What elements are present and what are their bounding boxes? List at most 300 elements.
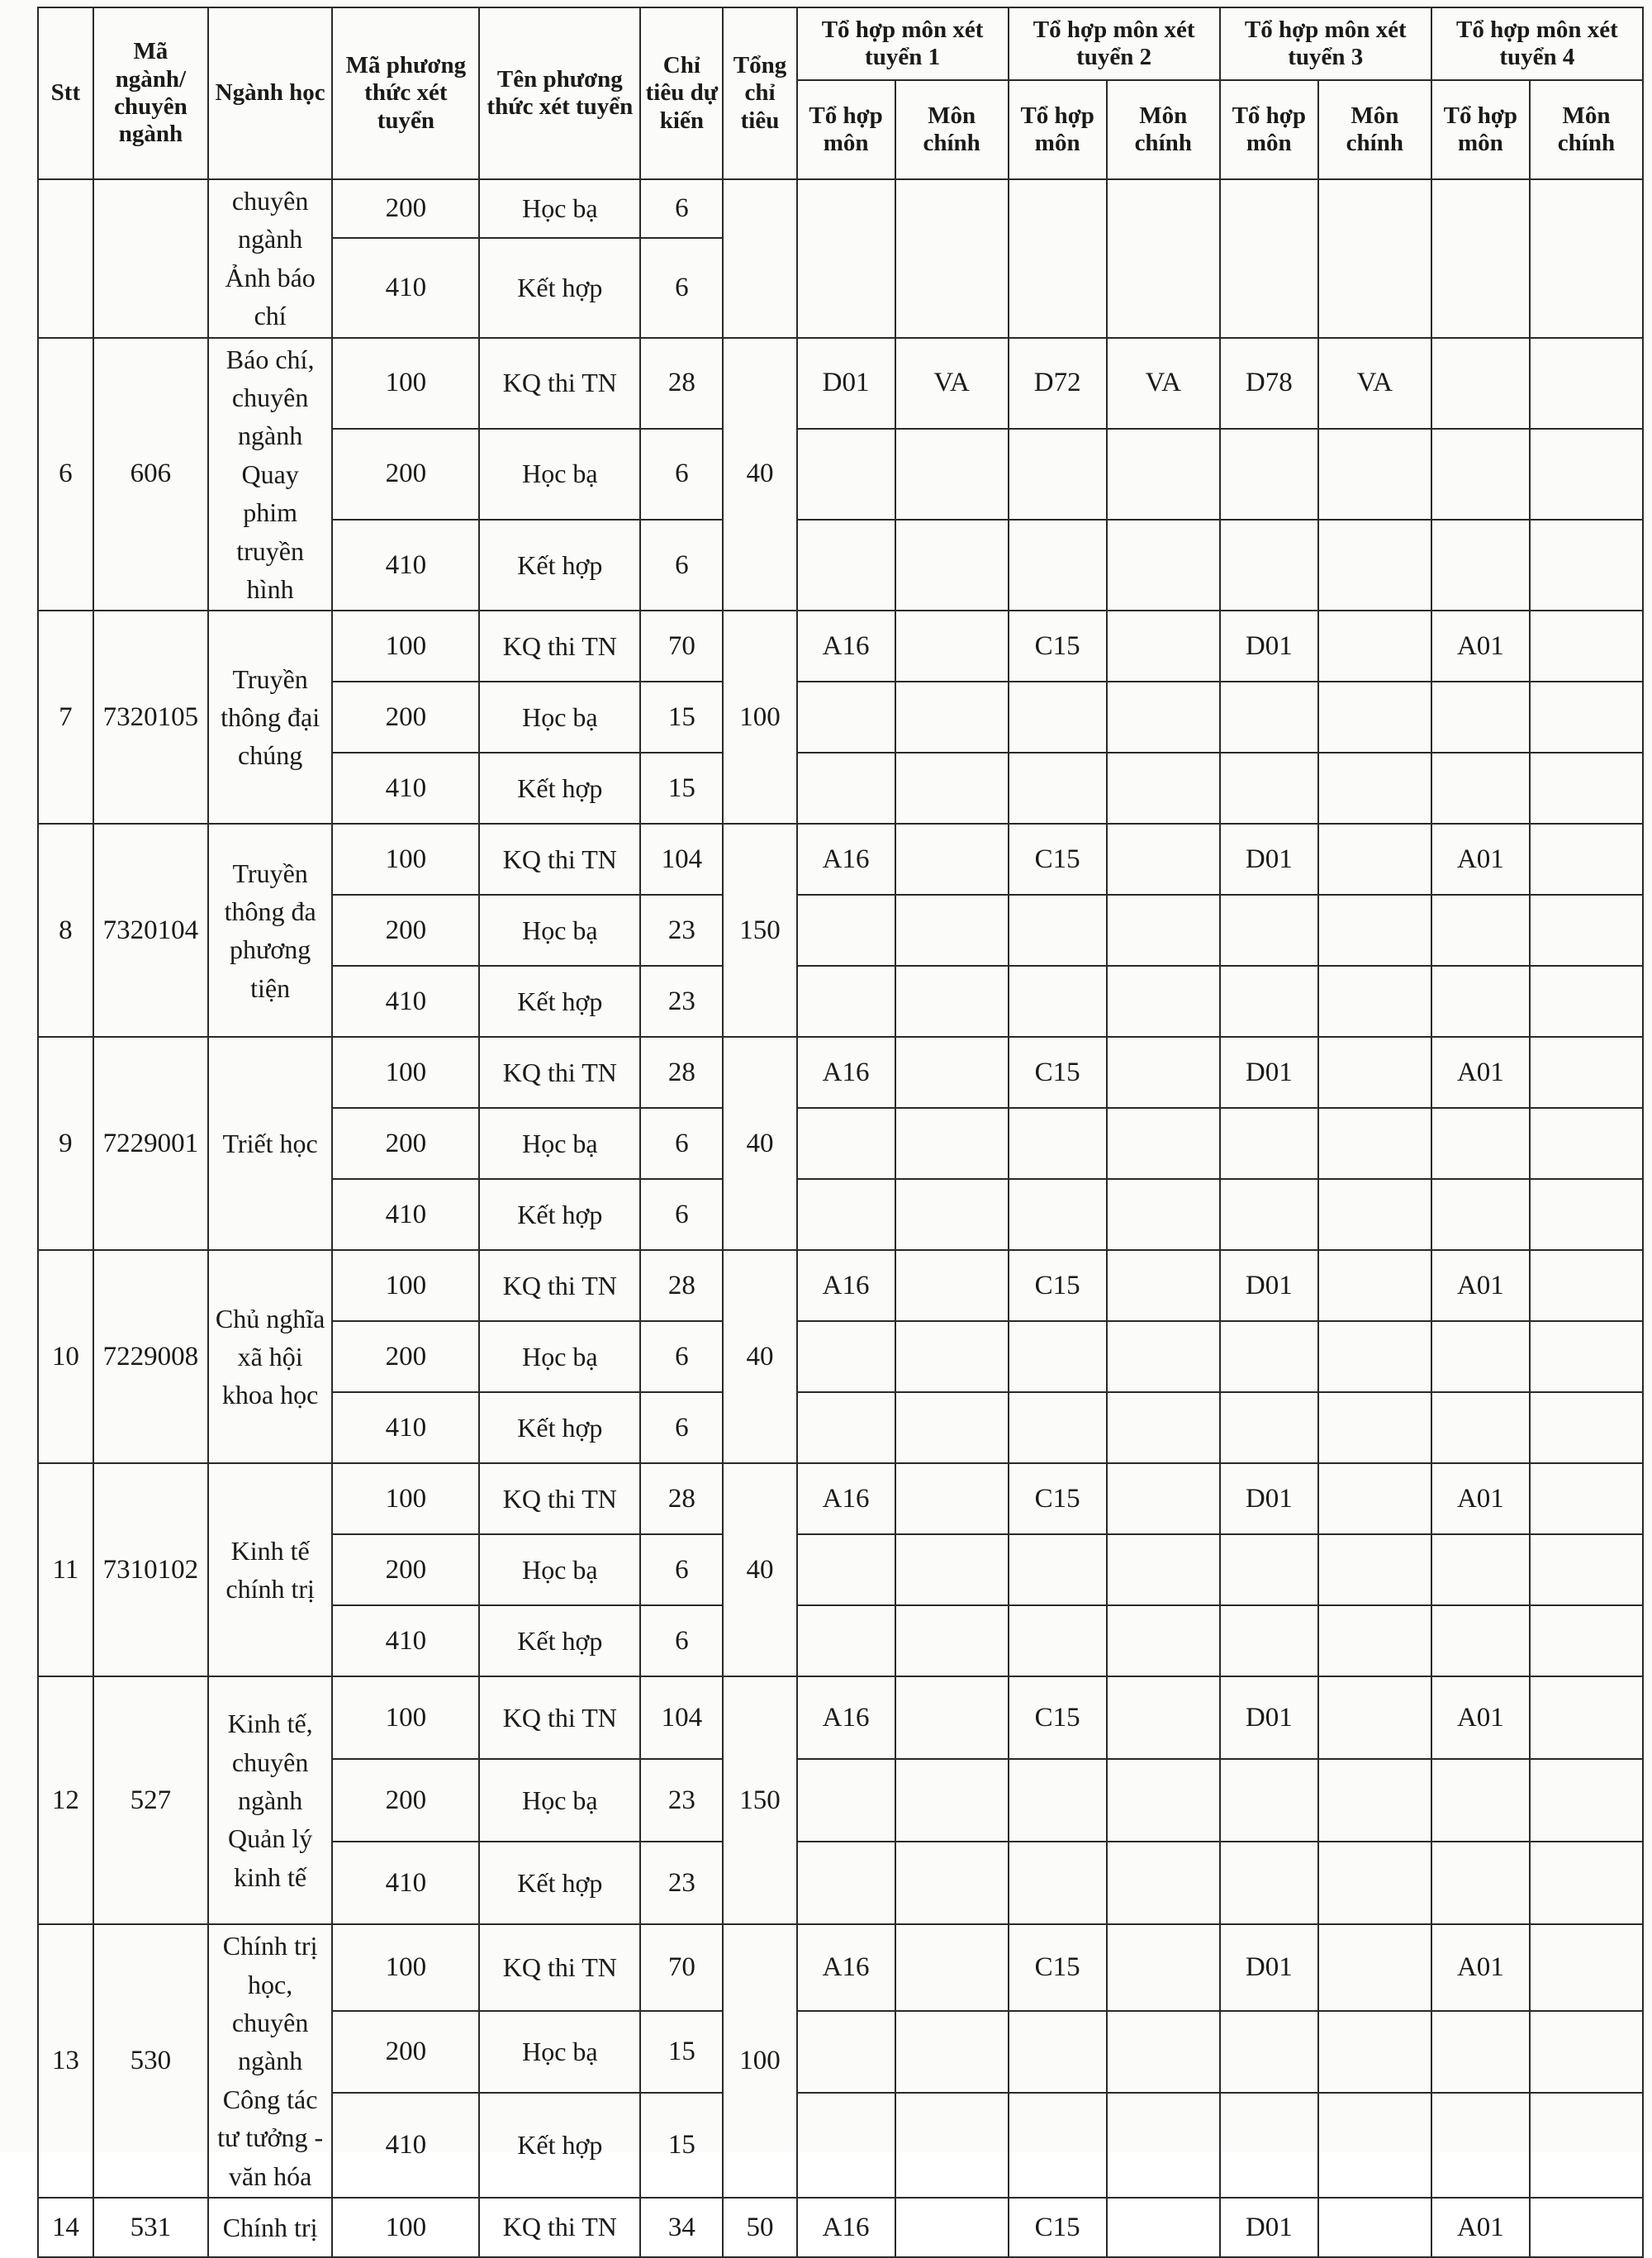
stt-cell: 11 [38,1463,93,1676]
mon-chinh-cell: VA [1107,338,1220,429]
mon-chinh-cell [1530,824,1643,895]
total-cell: 40 [723,1463,796,1676]
to-hop-cell [1431,966,1530,1037]
mon-chinh-cell [1318,1250,1431,1321]
mon-chinh-cell [895,966,1009,1037]
to-hop-cell [1431,1759,1530,1842]
method-name-cell: KQ thi TN [479,1037,640,1108]
header-to-hop-mon: Tổ hợp môn [1431,80,1530,179]
method-code-cell: 200 [332,2011,479,2094]
method-name-cell: KQ thi TN [479,2198,640,2257]
stt-cell: 12 [38,1676,93,1924]
to-hop-cell [1009,1842,1107,1924]
mon-chinh-cell [1530,1179,1643,1250]
method-name-cell: KQ thi TN [479,1924,640,2010]
method-name-cell: Kết hợp [479,1392,640,1463]
method-name-cell: Học bạ [479,179,640,238]
mon-chinh-cell [1530,966,1643,1037]
mon-chinh-cell [1107,753,1220,824]
mon-chinh-cell [1107,1463,1220,1534]
to-hop-cell: D01 [797,338,895,429]
to-hop-cell: A01 [1431,1676,1530,1759]
to-hop-cell [1431,520,1530,611]
mon-chinh-cell [1530,2198,1643,2257]
mon-chinh-cell [895,520,1009,611]
mon-chinh-cell [1530,1676,1643,1759]
stt-cell: 9 [38,1037,93,1250]
major-cell: Truyền thông đại chúng [208,611,332,824]
mon-chinh-cell [1107,520,1220,611]
method-name-cell: Học bạ [479,2011,640,2094]
header-chi-tieu-du-kien: Chỉ tiêu dự kiến [640,7,723,179]
quota-cell: 6 [640,238,723,337]
to-hop-cell [1431,338,1530,429]
mon-chinh-cell [1530,179,1643,338]
mon-chinh-cell [1107,1321,1220,1392]
mon-chinh-cell [1318,1037,1431,1108]
method-code-cell: 200 [332,1108,479,1179]
table-row [38,338,1643,429]
quota-cell: 15 [640,2011,723,2094]
method-name-cell: Học bạ [479,1321,640,1392]
stt-cell: 13 [38,1924,93,2198]
major-cell: Kinh tế, chuyên ngành Quản lý kinh tế [208,1676,332,1924]
quota-cell: 6 [640,1179,723,1250]
header-to-hop-2: Tổ hợp môn xét tuyển 2 [1009,7,1220,80]
to-hop-cell: A01 [1431,1037,1530,1108]
to-hop-cell: D01 [1220,2198,1318,2257]
method-name-cell: KQ thi TN [479,1463,640,1534]
to-hop-cell [1220,1759,1318,1842]
mon-chinh-cell [1530,2093,1643,2198]
to-hop-cell [797,966,895,1037]
to-hop-cell [1220,1179,1318,1250]
mon-chinh-cell [1318,1108,1431,1179]
to-hop-cell: A01 [1431,611,1530,682]
header-ma-phuong-thuc: Mã phương thức xét tuyển [332,7,479,179]
mon-chinh-cell [895,179,1009,338]
quota-cell: 104 [640,1676,723,1759]
stt-cell: 6 [38,338,93,611]
to-hop-cell [797,1534,895,1605]
major-cell: Truyền thông đa phương tiện [208,824,332,1037]
method-code-cell: 200 [332,1759,479,1842]
quota-cell: 6 [640,1321,723,1392]
to-hop-cell [1220,966,1318,1037]
total-cell: 40 [723,1037,796,1250]
to-hop-cell: A01 [1431,1463,1530,1534]
method-code-cell: 100 [332,1676,479,1759]
to-hop-cell [1009,1321,1107,1392]
to-hop-cell [797,2011,895,2094]
method-code-cell: 410 [332,1392,479,1463]
to-hop-cell [797,2093,895,2198]
mon-chinh-cell [1318,611,1431,682]
table-row [38,1463,1643,1534]
to-hop-cell [1431,682,1530,753]
to-hop-cell: A16 [797,1924,895,2010]
quota-cell: 70 [640,611,723,682]
to-hop-cell: A01 [1431,1250,1530,1321]
method-code-cell: 410 [332,2093,479,2198]
to-hop-cell [1009,895,1107,966]
mon-chinh-cell [1107,1250,1220,1321]
to-hop-cell: D72 [1009,338,1107,429]
to-hop-cell [1220,753,1318,824]
header-to-hop-4: Tổ hợp môn xét tuyển 4 [1431,7,1643,80]
mon-chinh-cell [895,753,1009,824]
mon-chinh-cell [895,1676,1009,1759]
to-hop-cell: C15 [1009,1676,1107,1759]
to-hop-cell [797,1321,895,1392]
total-cell: 150 [723,824,796,1037]
to-hop-cell: A16 [797,824,895,895]
quota-cell: 28 [640,1250,723,1321]
mon-chinh-cell [1107,966,1220,1037]
table-row [38,1924,1643,2010]
to-hop-cell: A16 [797,1463,895,1534]
ma-nganh-cell: 7320104 [93,824,208,1037]
to-hop-cell [1009,2093,1107,2198]
quota-cell: 6 [640,179,723,238]
total-cell: 40 [723,338,796,611]
quota-cell: 6 [640,520,723,611]
mon-chinh-cell [1318,1676,1431,1759]
mon-chinh-cell [895,1463,1009,1534]
method-code-cell: 100 [332,1037,479,1108]
method-name-cell: Kết hợp [479,2093,640,2198]
to-hop-cell: D01 [1220,611,1318,682]
mon-chinh-cell [1530,1759,1643,1842]
quota-cell: 23 [640,895,723,966]
mon-chinh-cell [1530,1463,1643,1534]
quota-cell: 6 [640,1534,723,1605]
mon-chinh-cell [1530,753,1643,824]
header-mon-chinh: Môn chính [895,80,1009,179]
mon-chinh-cell [1530,338,1643,429]
method-name-cell: KQ thi TN [479,338,640,429]
ma-nganh-cell: 606 [93,338,208,611]
mon-chinh-cell [1318,753,1431,824]
to-hop-cell [1009,1108,1107,1179]
header-tong-chi-tieu: Tổng chỉ tiêu [723,7,796,179]
ma-nganh-cell [93,179,208,338]
method-name-cell: Học bạ [479,895,640,966]
ma-nganh-cell: 7320105 [93,611,208,824]
to-hop-cell: C15 [1009,1463,1107,1534]
method-code-cell: 100 [332,824,479,895]
mon-chinh-cell [895,1392,1009,1463]
to-hop-cell: A16 [797,1037,895,1108]
stt-cell: 7 [38,611,93,824]
method-name-cell: Học bạ [479,1759,640,1842]
mon-chinh-cell: VA [1318,338,1431,429]
to-hop-cell [1009,1179,1107,1250]
to-hop-cell [797,1842,895,1924]
stt-cell: 10 [38,1250,93,1463]
mon-chinh-cell [1318,824,1431,895]
to-hop-cell [797,895,895,966]
major-cell: Triết học [208,1037,332,1250]
major-cell: Kinh tế chính trị [208,1463,332,1676]
quota-cell: 15 [640,2093,723,2198]
to-hop-cell [1009,1392,1107,1463]
to-hop-cell [1009,520,1107,611]
mon-chinh-cell [1107,1037,1220,1108]
method-code-cell: 200 [332,895,479,966]
mon-chinh-cell [1318,1179,1431,1250]
table-row [38,1250,1643,1321]
total-cell: 40 [723,1250,796,1463]
to-hop-cell [1431,429,1530,520]
mon-chinh-cell [1107,682,1220,753]
method-code-cell: 200 [332,1534,479,1605]
mon-chinh-cell [1318,2011,1431,2094]
to-hop-cell: C15 [1009,611,1107,682]
mon-chinh-cell [895,895,1009,966]
method-name-cell: Kết hợp [479,966,640,1037]
mon-chinh-cell [1107,824,1220,895]
to-hop-cell [1220,1605,1318,1676]
mon-chinh-cell [895,1605,1009,1676]
total-cell: 50 [723,2198,796,2257]
mon-chinh-cell [1107,1392,1220,1463]
header-mon-chinh: Môn chính [1107,80,1220,179]
method-code-cell: 200 [332,179,479,238]
mon-chinh-cell [895,2093,1009,2198]
method-code-cell: 100 [332,338,479,429]
to-hop-cell [1431,2011,1530,2094]
to-hop-cell [1220,1842,1318,1924]
to-hop-cell: C15 [1009,824,1107,895]
method-code-cell: 100 [332,1463,479,1534]
method-name-cell: Kết hợp [479,1605,640,1676]
to-hop-cell: A16 [797,1676,895,1759]
method-code-cell: 100 [332,1924,479,2010]
method-code-cell: 100 [332,1250,479,1321]
mon-chinh-cell [895,1250,1009,1321]
mon-chinh-cell [1107,1605,1220,1676]
table-row [38,824,1643,895]
method-name-cell: KQ thi TN [479,1250,640,1321]
to-hop-cell [1431,1605,1530,1676]
mon-chinh-cell [1530,429,1643,520]
ma-nganh-cell: 530 [93,1924,208,2198]
mon-chinh-cell [895,1924,1009,2010]
to-hop-cell [1220,1534,1318,1605]
mon-chinh-cell [1530,682,1643,753]
to-hop-cell [1009,1534,1107,1605]
to-hop-cell [797,753,895,824]
quota-cell: 6 [640,1605,723,1676]
method-name-cell: KQ thi TN [479,611,640,682]
to-hop-cell [797,1392,895,1463]
mon-chinh-cell [895,1179,1009,1250]
mon-chinh-cell [895,1321,1009,1392]
to-hop-cell: D01 [1220,1676,1318,1759]
to-hop-cell [1431,1321,1530,1392]
method-name-cell: Kết hợp [479,1179,640,1250]
major-cell: Báo chí, chuyên ngành Quay phim truyền hình [208,338,332,611]
to-hop-cell: C15 [1009,2198,1107,2257]
to-hop-cell: D78 [1220,338,1318,429]
method-code-cell: 410 [332,753,479,824]
header-mon-chinh: Môn chính [1530,80,1643,179]
header-to-hop-1: Tổ hợp môn xét tuyển 1 [797,7,1009,80]
quota-cell: 15 [640,682,723,753]
to-hop-cell [797,682,895,753]
to-hop-cell [1009,179,1107,338]
method-code-cell: 410 [332,1179,479,1250]
mon-chinh-cell [895,1759,1009,1842]
quota-cell: 6 [640,1108,723,1179]
to-hop-cell [1009,429,1107,520]
to-hop-cell [1220,520,1318,611]
to-hop-cell [1431,1179,1530,1250]
to-hop-cell [1431,753,1530,824]
to-hop-cell [1220,895,1318,966]
mon-chinh-cell [1107,895,1220,966]
quota-cell: 6 [640,429,723,520]
method-name-cell: KQ thi TN [479,1676,640,1759]
mon-chinh-cell [895,1037,1009,1108]
method-name-cell: Học bạ [479,1108,640,1179]
to-hop-cell: D01 [1220,1037,1318,1108]
method-name-cell: Học bạ [479,1534,640,1605]
to-hop-cell [1009,2011,1107,2094]
mon-chinh-cell [1318,1605,1431,1676]
mon-chinh-cell [1530,1605,1643,1676]
header-ten-phuong-thuc: Tên phương thức xét tuyển [479,7,640,179]
mon-chinh-cell [1530,611,1643,682]
mon-chinh-cell [1318,895,1431,966]
mon-chinh-cell [1318,2093,1431,2198]
method-code-cell: 100 [332,611,479,682]
method-code-cell: 410 [332,520,479,611]
header-to-hop-mon: Tổ hợp môn [1220,80,1318,179]
to-hop-cell [1431,1108,1530,1179]
total-cell: 150 [723,1676,796,1924]
mon-chinh-cell [1530,1842,1643,1924]
mon-chinh-cell [1107,2011,1220,2094]
method-code-cell: 200 [332,682,479,753]
mon-chinh-cell [1107,429,1220,520]
mon-chinh-cell [1318,1842,1431,1924]
to-hop-cell [1431,2093,1530,2198]
to-hop-cell [1220,1321,1318,1392]
header-stt: Stt [38,7,93,179]
method-name-cell: Kết hợp [479,1842,640,1924]
major-cell: Chủ nghĩa xã hội khoa học [208,1250,332,1463]
mon-chinh-cell [895,2198,1009,2257]
ma-nganh-cell: 7310102 [93,1463,208,1676]
table-row [38,2198,1643,2257]
method-code-cell: 200 [332,429,479,520]
method-name-cell: KQ thi TN [479,824,640,895]
header-to-hop-mon: Tổ hợp môn [797,80,895,179]
mon-chinh-cell [895,1842,1009,1924]
mon-chinh-cell [1318,2198,1431,2257]
to-hop-cell: C15 [1009,1037,1107,1108]
quota-cell: 23 [640,1759,723,1842]
quota-cell: 23 [640,1842,723,1924]
mon-chinh-cell [1107,1842,1220,1924]
method-code-cell: 410 [332,966,479,1037]
total-cell [723,179,796,338]
mon-chinh-cell [1530,1924,1643,2010]
mon-chinh-cell [1530,1321,1643,1392]
to-hop-cell: D01 [1220,1463,1318,1534]
to-hop-cell [1431,1842,1530,1924]
quota-cell: 15 [640,753,723,824]
ma-nganh-cell: 7229001 [93,1037,208,1250]
to-hop-cell [1431,1534,1530,1605]
stt-cell: 14 [38,2198,93,2257]
mon-chinh-cell [1530,1392,1643,1463]
major-cell: Chính trị học, chuyên ngành Công tác tư tưởng - văn hóa [208,1924,332,2198]
ma-nganh-cell: 531 [93,2198,208,2257]
to-hop-cell: D01 [1220,1250,1318,1321]
stt-cell: 8 [38,824,93,1037]
quota-cell: 104 [640,824,723,895]
total-cell: 100 [723,611,796,824]
mon-chinh-cell [1318,1463,1431,1534]
to-hop-cell [1220,1108,1318,1179]
mon-chinh-cell [1107,611,1220,682]
mon-chinh-cell [1530,1108,1643,1179]
to-hop-cell [1220,2011,1318,2094]
major-cell: Chính trị [208,2198,332,2257]
mon-chinh-cell [895,682,1009,753]
method-name-cell: Kết hợp [479,753,640,824]
to-hop-cell [797,1108,895,1179]
to-hop-cell [1009,1605,1107,1676]
table-row [38,611,1643,682]
quota-cell: 28 [640,1037,723,1108]
to-hop-cell [797,1605,895,1676]
method-code-cell: 100 [332,2198,479,2257]
quota-cell: 23 [640,966,723,1037]
method-name-cell: Kết hợp [479,238,640,337]
mon-chinh-cell [1318,1759,1431,1842]
to-hop-cell [1009,1759,1107,1842]
method-code-cell: 410 [332,238,479,337]
to-hop-cell [1009,966,1107,1037]
to-hop-cell [1220,682,1318,753]
mon-chinh-cell [1107,1676,1220,1759]
to-hop-cell: A16 [797,1250,895,1321]
mon-chinh-cell [1107,2198,1220,2257]
to-hop-cell: A01 [1431,1924,1530,2010]
mon-chinh-cell [1318,179,1431,338]
to-hop-cell: D01 [1220,824,1318,895]
table-row [38,1676,1643,1759]
to-hop-cell: D01 [1220,1924,1318,2010]
quota-cell: 70 [640,1924,723,2010]
to-hop-cell: C15 [1009,1250,1107,1321]
header-mon-chinh: Môn chính [1318,80,1431,179]
mon-chinh-cell [1107,1179,1220,1250]
mon-chinh-cell [1107,1759,1220,1842]
to-hop-cell: A16 [797,2198,895,2257]
total-cell: 100 [723,1924,796,2198]
to-hop-cell [1009,682,1107,753]
to-hop-cell [1009,753,1107,824]
to-hop-cell [1431,1392,1530,1463]
to-hop-cell: A01 [1431,2198,1530,2257]
quota-cell: 28 [640,1463,723,1534]
mon-chinh-cell [895,1108,1009,1179]
